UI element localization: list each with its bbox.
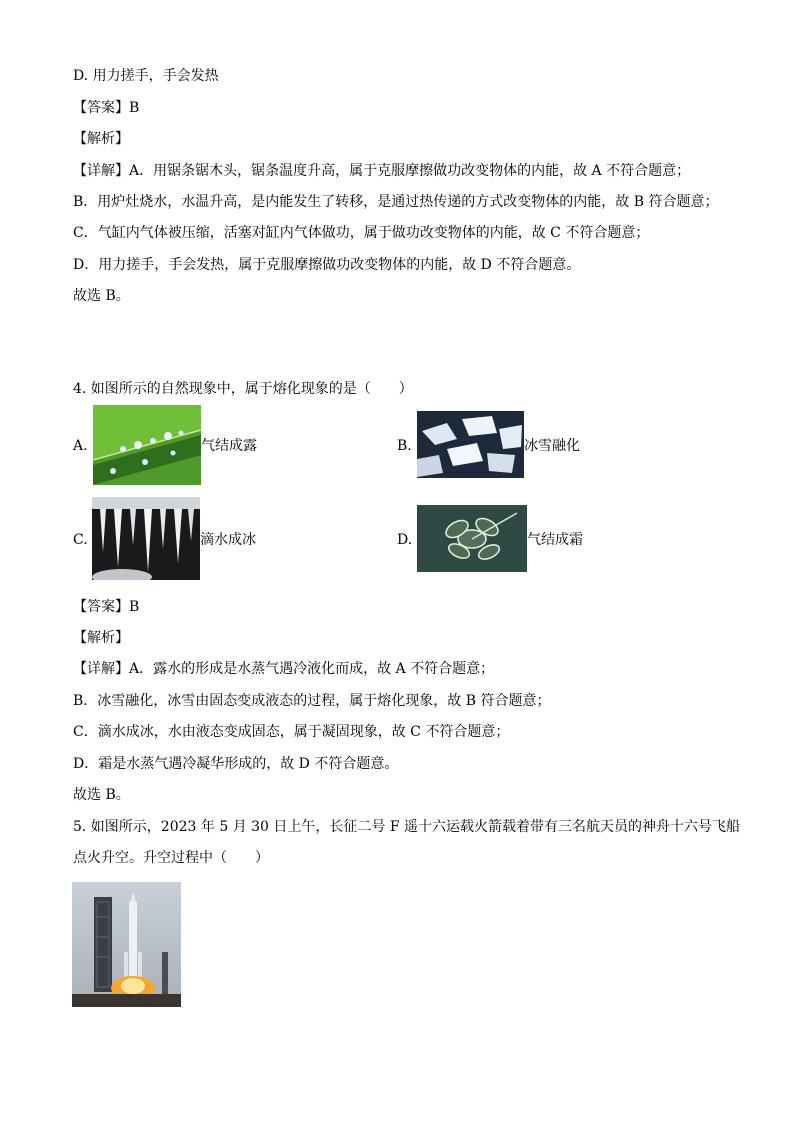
q4-option-d-letter: D. — [397, 532, 413, 548]
q3-conclusion: 故选 B。 — [73, 288, 130, 304]
q4-detail-d: D．霜是水蒸气遇冷凝华形成的，故 D 不符合题意。 — [73, 756, 399, 772]
q4-option-d-caption: 气结成霜 — [527, 532, 583, 548]
rocket-launch-image — [72, 882, 181, 1007]
dew-on-leaf-image — [93, 405, 201, 485]
q5-stem-line2: 点火升空。升空过程中（ ） — [73, 850, 269, 866]
q4-stem: 4. 如图所示的自然现象中，属于熔化现象的是（ ） — [73, 381, 413, 397]
q3-detail-d: D．用力搓手，手会发热，属于克服摩擦做功改变物体的内能，故 D 不符合题意。 — [73, 257, 581, 273]
detail-label: 【详解】 — [73, 163, 129, 179]
q3-analysis-label: 【解析】 — [73, 131, 129, 147]
answer-label: 【答案】 — [73, 100, 129, 116]
q3-answer — [73, 99, 139, 117]
q4-option-a-caption: 气结成露 — [201, 438, 257, 454]
answer-value: B — [129, 599, 140, 615]
detail-text: A．用锯条锯木头，锯条温度升高，属于克服摩擦做功改变物体的内能，故 A 不符合题意； — [129, 163, 691, 179]
q4-option-b-letter: B. — [397, 438, 412, 454]
q4-option-b-caption: 冰雪融化 — [524, 438, 580, 454]
frost-leaf-image — [417, 505, 527, 572]
detail-label: 【详解】 — [73, 661, 129, 677]
q4-option-c-letter: C. — [73, 532, 88, 548]
q4-detail-a — [73, 660, 494, 678]
q4-conclusion: 故选 B。 — [73, 787, 130, 803]
melting-ice-image — [417, 411, 524, 478]
q4-option-a-letter: A. — [73, 438, 88, 454]
q5-stem-line1: 5. 如图所示，2023 年 5 月 30 日上午，长征二号 F 遥十六运载火箭载着带有三名航天员的神舟十六号飞船 — [73, 819, 741, 835]
detail-text: A．露水的形成是水蒸气遇冷液化而成，故 A 不符合题意； — [129, 661, 495, 677]
q4-analysis-label: 【解析】 — [73, 630, 129, 646]
q4-detail-c: C．滴水成冰，水由液态变成固态，属于凝固现象，故 C 不符合题意； — [73, 724, 510, 740]
answer-label: 【答案】 — [73, 599, 129, 615]
q3-detail-a — [73, 162, 690, 180]
q3-detail-c: C．气缸内气体被压缩，活塞对缸内气体做功，属于做功改变物体的内能，故 C 不符合题意； — [73, 225, 650, 241]
q3-option-d: D. 用力搓手，手会发热 — [73, 68, 219, 84]
q4-option-c-caption: 滴水成冰 — [200, 532, 256, 548]
answer-value: B — [129, 100, 140, 116]
icicles-image — [92, 497, 200, 580]
q4-answer — [73, 598, 139, 616]
q4-detail-b: B．冰雪融化，冰雪由固态变成液态的过程，属于熔化现象，故 B 符合题意； — [73, 693, 551, 709]
q3-detail-b: B．用炉灶烧水，水温升高，是内能发生了转移，是通过热传递的方式改变物体的内能，故 B 符合题意； — [73, 194, 719, 210]
